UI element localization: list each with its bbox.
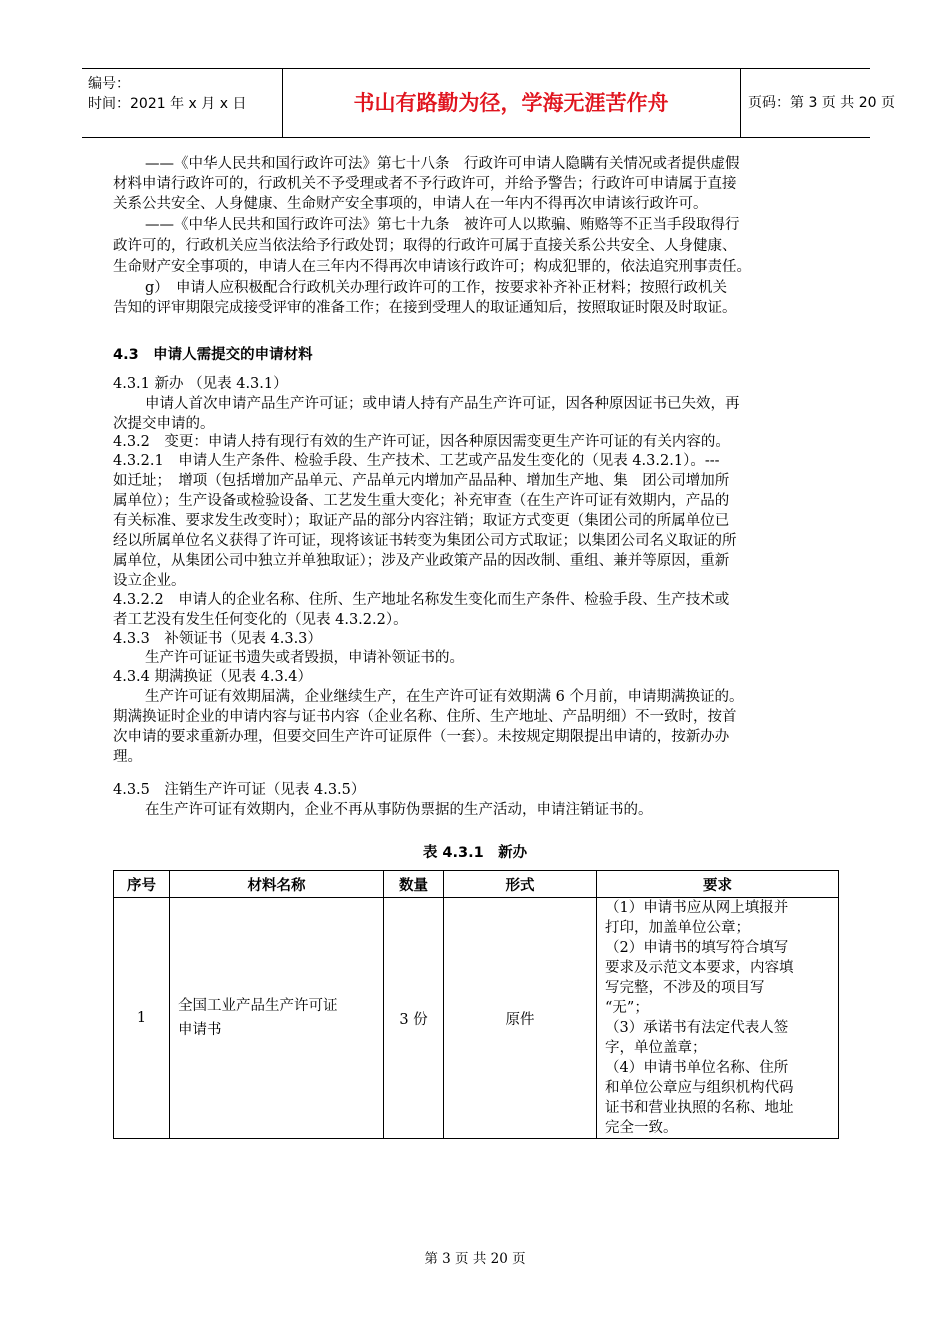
header-material-name: 材料名称 (170, 871, 384, 898)
section-4-3-2-1-line-5: 经以所属单位名义获得了许可证，现将该证书转变为集团公司方式取证；以集团公司名义取证的所 (113, 533, 737, 549)
header-no: 序号 (114, 871, 170, 898)
section-4-3-2-1-line-1: 4.3.2.1 申请人生产条件、检验手段、生产技术、工艺或产品发生变化的（见表 4.3.2.1）。--- (113, 453, 720, 469)
cell-material-name (170, 898, 384, 1139)
requirement-line: （2）申请书的填写符合填写 (605, 940, 789, 956)
requirement-line: 打印，加盖单位公章； (605, 920, 750, 936)
section-4-3-2-2-line-1: 4.3.2.2 申请人的企业名称、住所、生产地址名称发生变化而生产条件、检验手段、生产技术或 (113, 592, 730, 608)
header-number-label: 编号： (88, 76, 130, 92)
section-4-3-1-heading: 4.3.1 新办 （见表 4.3.1） (113, 376, 288, 392)
section-4-3-1-line-1: 申请人首次申请产品生产许可证；或申请人持有产品生产许可证，因各种原因证书已失效，再 (145, 396, 740, 412)
page-footer: 第 3 页 共 20 页 (424, 1251, 526, 1267)
section-4-3-5-line: 在生产许可证有效期内，企业不再从事防伪票据的生产活动，申请注销证书的。 (145, 802, 653, 818)
table-caption: 表 4.3.1 新办 (422, 845, 528, 861)
table-row (114, 898, 839, 1139)
para-g-line-2: 告知的评审期限完成接受评审的准备工作；在接到受理人的取证通知后，按照取证时限及时取证。 (113, 300, 737, 316)
section-4-3-3-line: 生产许可证证书遗失或者毁损，申请补领证书的。 (145, 650, 464, 666)
para-78-line-3: 关系公共安全、人身健康、生命财产安全事项的，申请人在一年内不得再次申请该行政许可。 (113, 196, 708, 212)
cell-form: 原件 (444, 898, 597, 1139)
section-4-3-1-line-2: 次提交申请的。 (113, 416, 215, 432)
section-4-3-5-heading: 4.3.5 注销生产许可证（见表 4.3.5） (113, 782, 366, 798)
section-4-3-2-1-line-2: 如迁址； 增项（包括增加产品单元、产品单元内增加产品品种、增加生产地、集 团公司增加所 (113, 473, 730, 489)
para-79-line-3: 生命财产安全事项的，申请人在三年内不得再次申请该行政许可；构成犯罪的，依法追究刑事责任。 (113, 259, 751, 275)
para-79-line-2: 政许可的，行政机关应当依法给予行政处罚；取得的行政许可属于直接关系公共安全、人身健康、 (113, 238, 737, 254)
material-name-line-2: 申请书 (178, 1022, 222, 1038)
section-4-3-2-2-line-2: 者工艺没有发生任何变化的（见表 4.3.2.2）。 (113, 612, 408, 628)
requirement-line: 字，单位盖章； (605, 1040, 707, 1056)
header-quantity: 数量 (384, 871, 444, 898)
requirement-line: （3）承诺书有法定代表人签 (605, 1020, 789, 1036)
para-78-line-2: 材料申请行政许可的，行政机关不予受理或者不予行政许可，并给予警告；行政许可申请属于直接 (113, 176, 737, 192)
requirement-line: （1）申请书应从网上填报并 (605, 900, 789, 916)
cell-no: 1 (114, 898, 170, 1139)
requirement-line: 完全一致。 (605, 1120, 678, 1136)
table-header-row (114, 871, 839, 898)
requirement-line: 和单位公章应与组织机构代码 (605, 1080, 794, 1096)
requirement-line: （4）申请书单位名称、住所 (605, 1060, 789, 1076)
section-4-3-4-line-4: 理。 (113, 749, 142, 765)
header-motto: 书山有路勤为径，学海无涯苦作舟 (282, 69, 741, 137)
section-4-3-4-heading: 4.3.4 期满换证（见表 4.3.4） (113, 669, 313, 685)
header-time-label: 时间：2021 年 x 月 x 日 (88, 96, 247, 112)
section-4-3-2-line: 4.3.2 变更：申请人持有现行有效的生产许可证，因各种原因需变更生产许可证的有关内容的。 (113, 434, 730, 450)
section-4-3-2-1-line-7: 设立企业。 (113, 573, 186, 589)
section-4-3-3-heading: 4.3.3 补领证书（见表 4.3.3） (113, 631, 322, 647)
section-4-3-4-line-2: 期满换证时企业的申请内容与证书内容（企业名称、住所、生产地址、产品明细）不一致时，按首 (113, 709, 737, 725)
para-79-line-1: ——《中华人民共和国行政许可法》第七十九条 被许可人以欺骗、贿赂等不正当手段取得行 (145, 217, 740, 233)
section-4-3-2-1-line-6: 属单位，从集团公司中独立并单独取证）；涉及产业政策产品的因改制、重组、兼并等原因，重新 (113, 553, 730, 569)
requirement-line: 写完整，不涉及的项目写 (605, 980, 765, 996)
cell-requirements (597, 898, 839, 1139)
page-header (82, 68, 895, 138)
requirement-line: “无”； (605, 1000, 649, 1016)
para-78-line-1: ——《中华人民共和国行政许可法》第七十八条 行政许可申请人隐瞒有关情况或者提供虚假 (145, 156, 740, 172)
requirement-line: 证书和营业执照的名称、地址 (605, 1100, 794, 1116)
section-4-3-2-1-line-4: 有关标准、要求发生改变时）；取证产品的部分内容注销；取证方式变更（集团公司的所属单位已 (113, 513, 730, 529)
section-4-3-2-1-line-3: 属单位）；生产设备或检验设备、工艺发生重大变化；补充审查（在生产许可证有效期内，产品的 (113, 493, 730, 509)
para-g-line-1: g） 申请人应积极配合行政机关办理行政许可的工作，按要求补齐补正材料；按照行政机关 (145, 280, 728, 296)
materials-table (113, 870, 839, 1139)
section-4-3-4-line-3: 次申请的要求重新办理，但要交回生产许可证原件（一套）。未按规定期限提出申请的，按新办办 (113, 729, 730, 745)
section-4-3-4-line-1: 生产许可证有效期届满，企业继续生产，在生产许可证有效期满 6 个月前，申请期满换证的。 (145, 689, 744, 705)
cell-quantity: 3 份 (384, 898, 444, 1139)
material-name-line-1: 全国工业产品生产许可证 (178, 998, 338, 1014)
header-meta (82, 69, 283, 137)
header-page-label: 页码：第 3 页 共 20 页 (748, 95, 895, 111)
header-form: 形式 (444, 871, 597, 898)
header-requirements: 要求 (597, 871, 839, 898)
section-4-3-heading: 4.3 申请人需提交的申请材料 (113, 347, 313, 363)
requirement-line: 要求及示范文本要求，内容填 (605, 960, 794, 976)
